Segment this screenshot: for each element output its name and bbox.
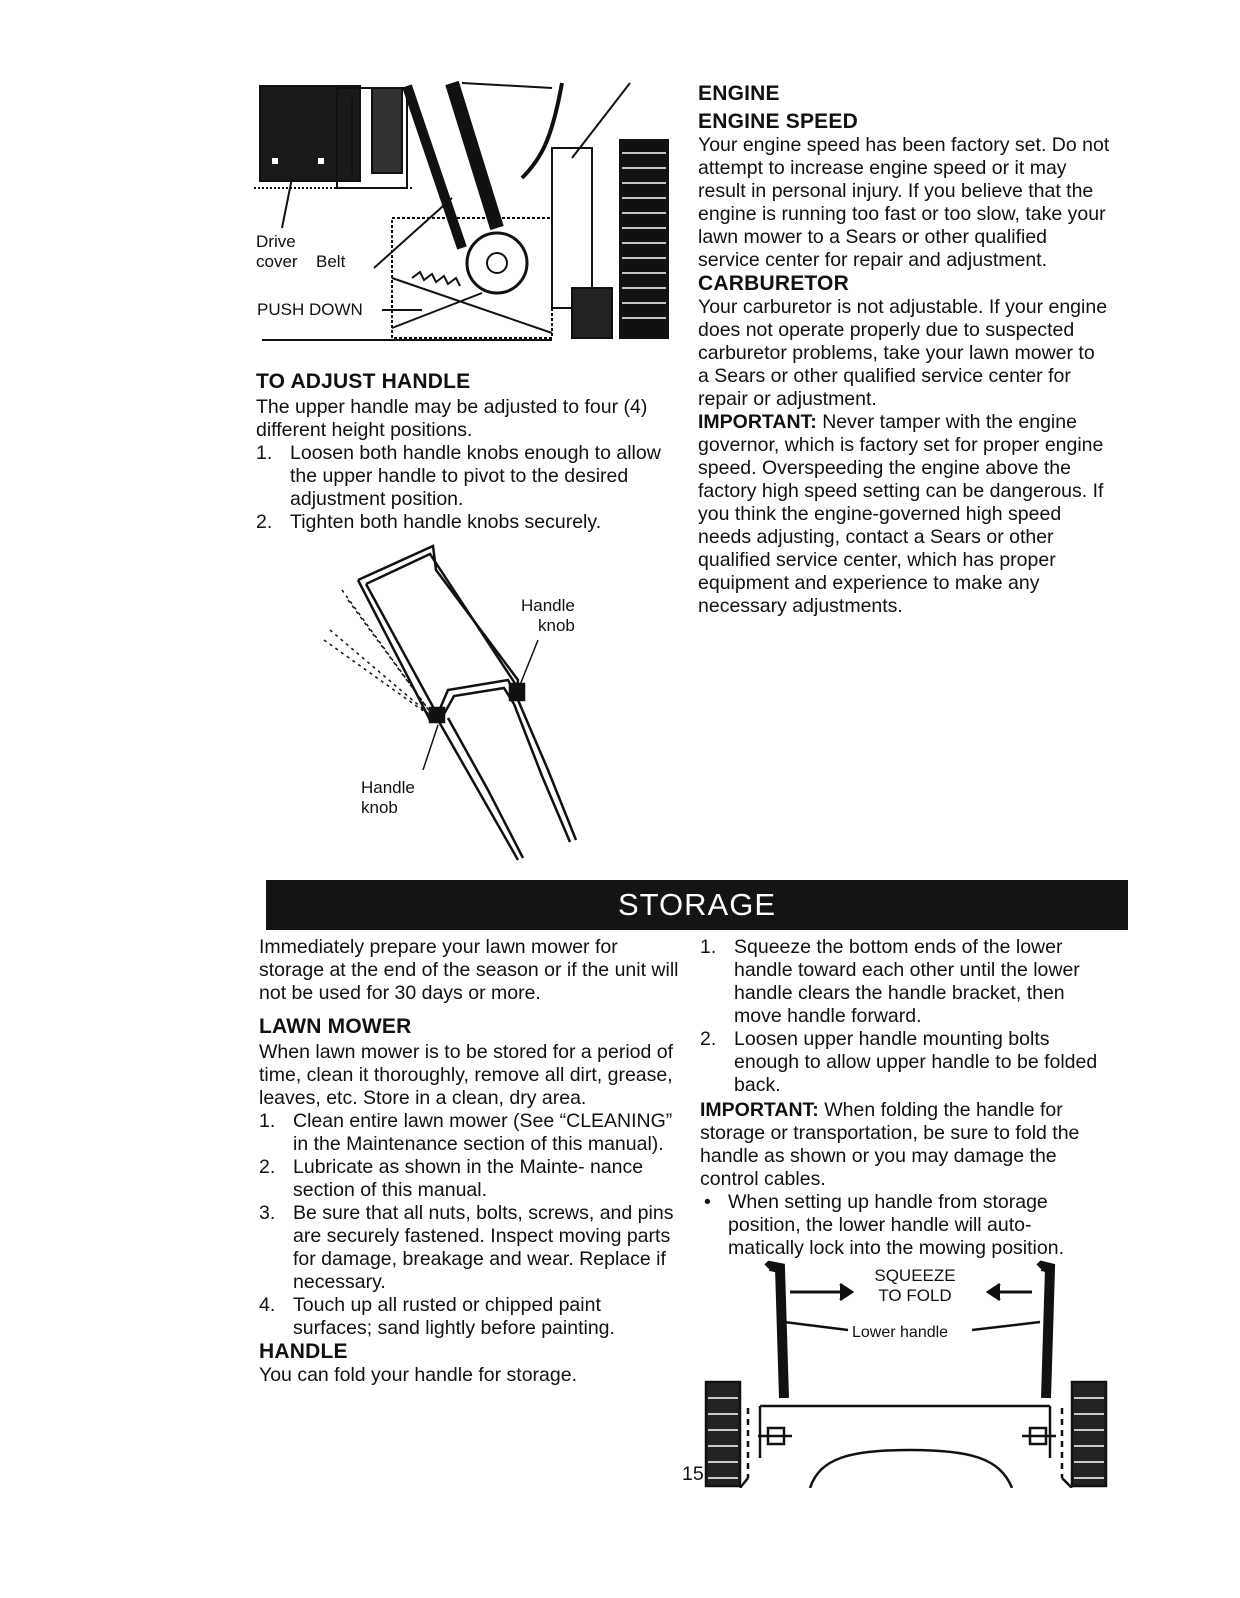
handle-text: You can fold your handle for storage. [259,1364,577,1386]
engine-important-label: IMPORTANT: [698,411,817,433]
storage-right-column [700,936,1112,1260]
storage-bullets [700,1191,1112,1260]
engine-section [698,82,1110,618]
fold-step [700,1028,1112,1097]
step-text: Loosen both handle knobs enough to allow the upper handle to pivot to the desired adjustment position. [290,442,661,510]
engine-important-text: Never tamper with the engine governor, which is factory set for proper engine speed. Overspeeding the engine above the factory high speed setting can be dangerous. If you think the engine-governed high speed needs adjusting, contact a Sears or other qualified service center, which has proper equipment and experience to make any necessary adjustments. [698,411,1104,617]
step-number: 3. [259,1202,276,1224]
adjust-handle-section [256,370,676,534]
handle-knob-figure [318,540,608,870]
drive-cover-label-line2: cover [256,252,298,271]
lawn-mower-steps [259,1110,679,1340]
lawn-mower-step [259,1294,679,1340]
storage-intro: Immediately prepare your lawn mower for storage at the end of the season or if the unit will not be used for 30 days or more. [259,936,679,1004]
engine-heading: ENGINE [698,82,780,105]
lawn-mower-text: When lawn mower is to be stored for a period of time, clean it thoroughly, remove all dirt, grease, leaves, etc. Store in a clean, dry area. [259,1041,674,1109]
step-number: 2. [700,1028,717,1050]
storage-important-text: When folding the handle for storage or transportation, be sure to fold the handle as shown or you may damage the control cables. [700,1099,1080,1190]
handle-knob-left-label [361,778,415,818]
drive-cover-label-line1: Drive [256,232,296,251]
lawn-mower-heading: LAWN MOWER [259,1015,412,1038]
handle-knob-left-line2: knob [361,798,398,817]
step-text: Clean entire lawn mower (See “CLEANING” in the Maintenance section of this manual). [293,1110,673,1155]
bullet-icon: • [704,1191,711,1213]
step-number: 1. [259,1110,276,1132]
handle-heading: HANDLE [259,1340,348,1363]
adjust-handle-step [256,442,676,511]
squeeze-to-fold-label [860,1266,970,1306]
push-down-label: PUSH DOWN [257,300,363,319]
handle-illustration [318,540,608,870]
handle-knob-right-line1: Handle [521,596,575,615]
drive-cover-label [256,232,298,272]
fold-step [700,936,1112,1028]
step-text: Squeeze the bottom ends of the lower handle toward each other until the lower handle clears the handle bracket, then move handle forward. [734,936,1080,1027]
belt-label: Belt [316,252,346,271]
step-number: 1. [256,442,273,464]
step-text: Be sure that all nuts, bolts, screws, and pins are securely fastened. Inspect moving parts for damage, breakage and wear. Replace if necessary. [293,1202,674,1293]
adjust-handle-steps [256,442,676,534]
step-text: Touch up all rusted or chipped paint surfaces; sand lightly before painting. [293,1294,615,1339]
storage-left-column [259,936,679,1387]
step-text: Loosen upper handle mounting bolts enough to allow upper handle to be folded back. [734,1028,1098,1096]
adjust-handle-heading: TO ADJUST HANDLE [256,370,471,393]
step-number: 2. [256,511,273,533]
engine-speed-text: Your engine speed has been factory set. Do not attempt to increase engine speed or it may result in personal injury. If you believe that the engine is running too fast or too slow, take your lawn mower to a Sears or other qualified service center for repair and adjustment. [698,134,1110,271]
storage-banner-title: STORAGE [617,887,777,922]
handle-knob-right-line2: knob [538,616,575,635]
lawn-mower-step [259,1156,679,1202]
step-number: 1. [700,936,717,958]
squeeze-line2: TO FOLD [878,1286,952,1305]
storage-banner [266,880,1128,930]
adjust-handle-step [256,511,676,534]
handle-knob-left-line1: Handle [361,778,415,797]
engine-important-note [698,411,1110,618]
handle-knob-right-label [520,596,575,636]
fold-steps [700,936,1112,1097]
bullet-text: When setting up handle from storage position, the lower handle will auto- matically lock into the mowing position. [728,1191,1064,1259]
carburetor-text: Your carburetor is not adjustable. If your engine does not operate properly due to suspected carburetor problems, take your lawn mower to a Sears or other qualified service center for repair or adjustment. [698,296,1108,410]
storage-important-note [700,1099,1112,1191]
step-text: Tighten both handle knobs securely. [290,511,602,533]
step-number: 4. [259,1294,276,1316]
storage-bullet-item [700,1191,1112,1260]
lawn-mower-step [259,1202,679,1294]
step-text: Lubricate as shown in the Mainte- nance section of this manual. [293,1156,644,1201]
squeeze-line1: SQUEEZE [874,1266,956,1285]
step-number: 2. [259,1156,276,1178]
adjust-handle-intro: The upper handle may be adjusted to four (4) different height positions. [256,396,648,441]
lower-handle-label: Lower handle [852,1324,949,1341]
storage-important-label: IMPORTANT: [700,1099,819,1121]
lawn-mower-step [259,1110,679,1156]
carburetor-heading: CARBURETOR [698,272,849,295]
page-number: 15 [682,1463,704,1485]
engine-speed-heading: ENGINE SPEED [698,110,858,133]
